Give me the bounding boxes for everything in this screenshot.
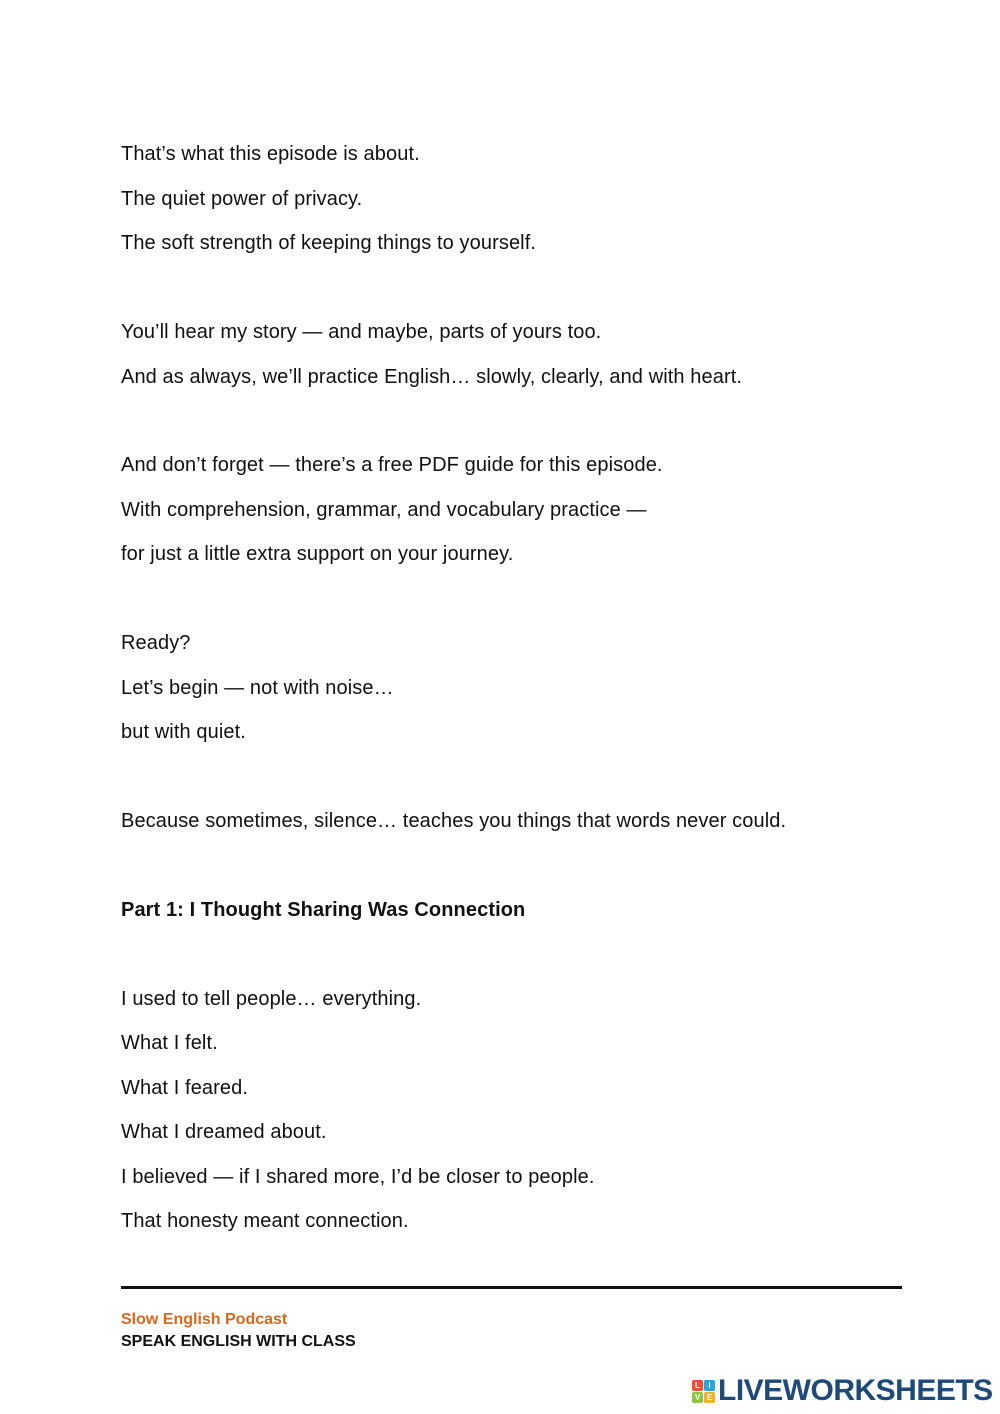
section-line: What I dreamed about.	[121, 1121, 327, 1143]
section-line: What I felt.	[121, 1032, 218, 1054]
body-line: And as always, we’ll practice English… slowly, clearly, and with heart.	[121, 366, 743, 388]
live-mark-icon	[692, 1380, 715, 1403]
mark-letter: L	[692, 1380, 703, 1391]
body-line: You’ll hear my story — and maybe, parts of yours too.	[121, 321, 602, 343]
body-line: With comprehension, grammar, and vocabulary practice —	[121, 499, 647, 521]
body-line: The soft strength of keeping things to yourself.	[121, 232, 537, 254]
section-heading: Part 1: I Thought Sharing Was Connection	[121, 899, 526, 921]
section-line: What I feared.	[121, 1077, 249, 1099]
body-line: but with quiet.	[121, 721, 246, 743]
body-line: And don’t forget — there’s a free PDF guide for this episode.	[121, 454, 663, 476]
body-line: Let’s begin — not with noise…	[121, 677, 394, 699]
mark-letter: I	[704, 1380, 715, 1391]
body-line: The quiet power of privacy.	[121, 188, 363, 210]
body-line: Because sometimes, silence… teaches you things that words never could.	[121, 810, 787, 832]
section-line: I believed — if I shared more, I’d be closer to people.	[121, 1166, 595, 1188]
mark-letter: V	[692, 1392, 703, 1403]
footer-brand: Slow English Podcast	[121, 1311, 288, 1328]
footer-tagline: SPEAK ENGLISH WITH CLASS	[121, 1333, 356, 1350]
body-line: for just a little extra support on your journey.	[121, 543, 514, 565]
liveworksheets-logo[interactable]	[692, 1375, 993, 1407]
logo-wordmark: LIVEWORKSHEETS	[718, 1374, 993, 1407]
body-line: That’s what this episode is about.	[121, 143, 420, 165]
body-line: Ready?	[121, 632, 191, 654]
mark-letter: E	[704, 1392, 715, 1403]
footer-divider	[121, 1286, 902, 1289]
section-line: I used to tell people… everything.	[121, 988, 422, 1010]
section-line: That honesty meant connection.	[121, 1210, 409, 1232]
